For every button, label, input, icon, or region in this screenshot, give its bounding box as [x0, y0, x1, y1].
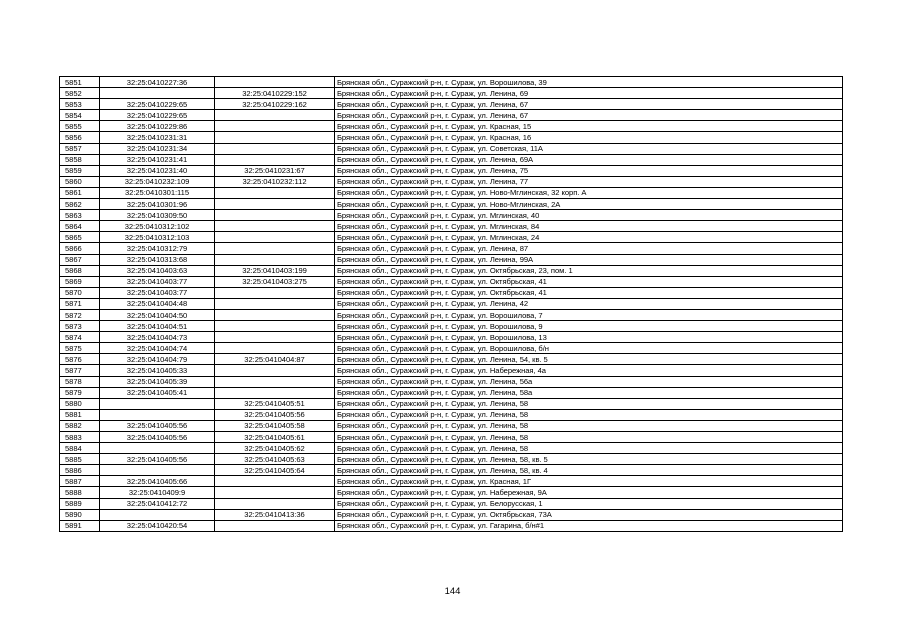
row-number-cell: 5863 — [60, 210, 100, 221]
row-number-cell: 5853 — [60, 99, 100, 110]
table-row — [60, 354, 843, 365]
address-cell: Брянская обл., Суражский р-н, г. Сураж, ул. Ленина, 87 — [335, 243, 843, 254]
cadastral-number-cell: 32:25:0410231:40 — [100, 165, 215, 176]
table-row — [60, 520, 843, 531]
parent-cadastral-number-cell — [215, 221, 335, 232]
table-row — [60, 476, 843, 487]
table-row — [60, 154, 843, 165]
address-cell: Брянская обл., Суражский р-н, г. Сураж, ул. Ленина, 56а — [335, 376, 843, 387]
address-cell: Брянская обл., Суражский р-н, г. Сураж, ул. Октябрьская, 41 — [335, 276, 843, 287]
cadastral-number-cell: 32:25:0410412:72 — [100, 498, 215, 509]
address-cell: Брянская обл., Суражский р-н, г. Сураж, ул. Советская, 11А — [335, 143, 843, 154]
cadastral-number-cell: 32:25:0410229:86 — [100, 121, 215, 132]
address-cell: Брянская обл., Суражский р-н, г. Сураж, ул. Ленина, 58 — [335, 443, 843, 454]
address-cell: Брянская обл., Суражский р-н, г. Сураж, ул. Мглинская, 40 — [335, 210, 843, 221]
address-cell: Брянская обл., Суражский р-н, г. Сураж, ул. Красная, 15 — [335, 121, 843, 132]
parent-cadastral-number-cell — [215, 309, 335, 320]
table-row — [60, 265, 843, 276]
table-row — [60, 110, 843, 121]
parent-cadastral-number-cell — [215, 187, 335, 198]
cadastral-number-cell: 32:25:0410404:73 — [100, 332, 215, 343]
address-cell: Брянская обл., Суражский р-н, г. Сураж, ул. Ленина, 69А — [335, 154, 843, 165]
address-cell: Брянская обл., Суражский р-н, г. Сураж, ул. Ворошилова, б/н — [335, 343, 843, 354]
row-number-cell: 5865 — [60, 232, 100, 243]
table-row — [60, 77, 843, 88]
row-number-cell: 5871 — [60, 298, 100, 309]
row-number-cell: 5856 — [60, 132, 100, 143]
row-number-cell: 5880 — [60, 398, 100, 409]
parent-cadastral-number-cell: 32:25:0410405:58 — [215, 420, 335, 431]
cadastral-number-cell: 32:25:0410231:34 — [100, 143, 215, 154]
table-row — [60, 398, 843, 409]
row-number-cell: 5867 — [60, 254, 100, 265]
table-row — [60, 143, 843, 154]
cadastral-number-cell: 32:25:0410409:9 — [100, 487, 215, 498]
parent-cadastral-number-cell — [215, 376, 335, 387]
table-row — [60, 487, 843, 498]
parent-cadastral-number-cell — [215, 476, 335, 487]
parent-cadastral-number-cell: 32:25:0410405:56 — [215, 409, 335, 420]
address-cell: Брянская обл., Суражский р-н, г. Сураж, ул. Октябрьская, 23, пом. 1 — [335, 265, 843, 276]
row-number-cell: 5888 — [60, 487, 100, 498]
parent-cadastral-number-cell: 32:25:0410405:61 — [215, 432, 335, 443]
parent-cadastral-number-cell — [215, 143, 335, 154]
cadastral-number-cell — [100, 443, 215, 454]
address-cell: Брянская обл., Суражский р-н, г. Сураж, ул. Ново-Мглинская, 32 корп. А — [335, 187, 843, 198]
cadastral-number-cell: 32:25:0410403:77 — [100, 287, 215, 298]
row-number-cell: 5862 — [60, 199, 100, 210]
address-cell: Брянская обл., Суражский р-н, г. Сураж, ул. Ленина, 99А — [335, 254, 843, 265]
cadastral-number-cell: 32:25:0410405:39 — [100, 376, 215, 387]
row-number-cell: 5855 — [60, 121, 100, 132]
table-row — [60, 321, 843, 332]
cadastral-number-cell: 32:25:0410312:79 — [100, 243, 215, 254]
row-number-cell: 5891 — [60, 520, 100, 531]
row-number-cell: 5857 — [60, 143, 100, 154]
row-number-cell: 5889 — [60, 498, 100, 509]
table-row — [60, 165, 843, 176]
address-cell: Брянская обл., Суражский р-н, г. Сураж, ул. Ленина, 67 — [335, 110, 843, 121]
row-number-cell: 5852 — [60, 88, 100, 99]
parent-cadastral-number-cell — [215, 365, 335, 376]
parent-cadastral-number-cell: 32:25:0410229:162 — [215, 99, 335, 110]
cadastral-number-cell: 32:25:0410405:41 — [100, 387, 215, 398]
table-row — [60, 509, 843, 520]
row-number-cell: 5877 — [60, 365, 100, 376]
cadastral-number-cell: 32:25:0410227:36 — [100, 77, 215, 88]
parent-cadastral-number-cell — [215, 387, 335, 398]
table-row — [60, 88, 843, 99]
row-number-cell: 5874 — [60, 332, 100, 343]
parent-cadastral-number-cell — [215, 199, 335, 210]
table-row — [60, 221, 843, 232]
row-number-cell: 5858 — [60, 154, 100, 165]
table-row — [60, 409, 843, 420]
row-number-cell: 5860 — [60, 176, 100, 187]
address-cell: Брянская обл., Суражский р-н, г. Сураж, ул. Ленина, 58, кв. 4 — [335, 465, 843, 476]
cadastral-number-cell: 32:25:0410405:66 — [100, 476, 215, 487]
table-body — [60, 77, 843, 532]
cadastral-number-cell — [100, 398, 215, 409]
address-cell: Брянская обл., Суражский р-н, г. Сураж, ул. Ленина, 58 — [335, 409, 843, 420]
address-cell: Брянская обл., Суражский р-н, г. Сураж, ул. Ворошилова, 7 — [335, 309, 843, 320]
address-cell: Брянская обл., Суражский р-н, г. Сураж, ул. Ленина, 77 — [335, 176, 843, 187]
address-cell: Брянская обл., Суражский р-н, г. Сураж, ул. Ленина, 58а — [335, 387, 843, 398]
cadastral-number-cell: 32:25:0410403:77 — [100, 276, 215, 287]
cadastral-number-cell: 32:25:0410404:79 — [100, 354, 215, 365]
parent-cadastral-number-cell — [215, 154, 335, 165]
parent-cadastral-number-cell — [215, 110, 335, 121]
row-number-cell: 5878 — [60, 376, 100, 387]
address-cell: Брянская обл., Суражский р-н, г. Сураж, ул. Белорусская, 1 — [335, 498, 843, 509]
table-row — [60, 276, 843, 287]
table-row — [60, 187, 843, 198]
cadastral-number-cell: 32:25:0410232:109 — [100, 176, 215, 187]
parent-cadastral-number-cell — [215, 321, 335, 332]
cadastral-number-cell — [100, 88, 215, 99]
table-row — [60, 420, 843, 431]
row-number-cell: 5866 — [60, 243, 100, 254]
table-row — [60, 432, 843, 443]
cadastral-number-cell: 32:25:0410301:115 — [100, 187, 215, 198]
address-cell: Брянская обл., Суражский р-н, г. Сураж, ул. Гагарина, б/н#1 — [335, 520, 843, 531]
address-cell: Брянская обл., Суражский р-н, г. Сураж, ул. Ворошилова, 9 — [335, 321, 843, 332]
address-cell: Брянская обл., Суражский р-н, г. Сураж, ул. Октябрьская, 41 — [335, 287, 843, 298]
row-number-cell: 5872 — [60, 309, 100, 320]
address-cell: Брянская обл., Суражский р-н, г. Сураж, ул. Ленина, 67 — [335, 99, 843, 110]
cadastral-number-cell: 32:25:0410420:54 — [100, 520, 215, 531]
row-number-cell: 5885 — [60, 454, 100, 465]
parent-cadastral-number-cell — [215, 77, 335, 88]
address-cell: Брянская обл., Суражский р-н, г. Сураж, ул. Ворошилова, 13 — [335, 332, 843, 343]
address-cell: Брянская обл., Суражский р-н, г. Сураж, ул. Ленина, 58 — [335, 420, 843, 431]
address-cell: Брянская обл., Суражский р-н, г. Сураж, ул. Ленина, 42 — [335, 298, 843, 309]
address-cell: Брянская обл., Суражский р-н, г. Сураж, ул. Ленина, 54, кв. 5 — [335, 354, 843, 365]
table-row — [60, 332, 843, 343]
row-number-cell: 5879 — [60, 387, 100, 398]
address-cell: Брянская обл., Суражский р-н, г. Сураж, ул. Красная, 16 — [335, 132, 843, 143]
cadastral-number-cell: 32:25:0410405:33 — [100, 365, 215, 376]
table-row — [60, 365, 843, 376]
parent-cadastral-number-cell: 32:25:0410405:64 — [215, 465, 335, 476]
row-number-cell: 5851 — [60, 77, 100, 88]
row-number-cell: 5887 — [60, 476, 100, 487]
registry-table — [59, 76, 843, 532]
address-cell: Брянская обл., Суражский р-н, г. Сураж, ул. Красная, 1Г — [335, 476, 843, 487]
table-row — [60, 121, 843, 132]
address-cell: Брянская обл., Суражский р-н, г. Сураж, ул. Ленина, 69 — [335, 88, 843, 99]
cadastral-number-cell: 32:25:0410405:56 — [100, 420, 215, 431]
table-row — [60, 243, 843, 254]
parent-cadastral-number-cell — [215, 487, 335, 498]
parent-cadastral-number-cell — [215, 298, 335, 309]
parent-cadastral-number-cell — [215, 332, 335, 343]
row-number-cell: 5861 — [60, 187, 100, 198]
cadastral-number-cell: 32:25:0410312:102 — [100, 221, 215, 232]
table-row — [60, 343, 843, 354]
table-row — [60, 99, 843, 110]
row-number-cell: 5864 — [60, 221, 100, 232]
table-row — [60, 454, 843, 465]
row-number-cell: 5854 — [60, 110, 100, 121]
parent-cadastral-number-cell: 32:25:0410403:199 — [215, 265, 335, 276]
table-row — [60, 376, 843, 387]
row-number-cell: 5875 — [60, 343, 100, 354]
address-cell: Брянская обл., Суражский р-н, г. Сураж, ул. Мглинская, 84 — [335, 221, 843, 232]
cadastral-number-cell: 32:25:0410229:65 — [100, 99, 215, 110]
address-cell: Брянская обл., Суражский р-н, г. Сураж, ул. Ленина, 58 — [335, 432, 843, 443]
table-row — [60, 132, 843, 143]
cadastral-number-cell — [100, 465, 215, 476]
cadastral-number-cell — [100, 409, 215, 420]
row-number-cell: 5890 — [60, 509, 100, 520]
row-number-cell: 5884 — [60, 443, 100, 454]
table-row — [60, 465, 843, 476]
cadastral-number-cell: 32:25:0410229:65 — [100, 110, 215, 121]
cadastral-number-cell: 32:25:0410404:50 — [100, 309, 215, 320]
row-number-cell: 5886 — [60, 465, 100, 476]
row-number-cell: 5869 — [60, 276, 100, 287]
parent-cadastral-number-cell — [215, 520, 335, 531]
cadastral-number-cell: 32:25:0410231:41 — [100, 154, 215, 165]
table-row — [60, 176, 843, 187]
address-cell: Брянская обл., Суражский р-н, г. Сураж, ул. Ленина, 75 — [335, 165, 843, 176]
row-number-cell: 5882 — [60, 420, 100, 431]
table-row — [60, 309, 843, 320]
table-row — [60, 298, 843, 309]
cadastral-number-cell: 32:25:0410404:48 — [100, 298, 215, 309]
table-row — [60, 199, 843, 210]
cadastral-number-cell: 32:25:0410301:96 — [100, 199, 215, 210]
cadastral-number-cell: 32:25:0410404:74 — [100, 343, 215, 354]
address-cell: Брянская обл., Суражский р-н, г. Сураж, ул. Ленина, 58 — [335, 398, 843, 409]
row-number-cell: 5873 — [60, 321, 100, 332]
address-cell: Брянская обл., Суражский р-н, г. Сураж, ул. Ворошилова, 39 — [335, 77, 843, 88]
parent-cadastral-number-cell: 32:25:0410403:275 — [215, 276, 335, 287]
row-number-cell: 5870 — [60, 287, 100, 298]
parent-cadastral-number-cell: 32:25:0410405:63 — [215, 454, 335, 465]
cadastral-number-cell: 32:25:0410405:56 — [100, 454, 215, 465]
table-row — [60, 498, 843, 509]
row-number-cell: 5881 — [60, 409, 100, 420]
table-row — [60, 232, 843, 243]
parent-cadastral-number-cell: 32:25:0410229:152 — [215, 88, 335, 99]
parent-cadastral-number-cell: 32:25:0410405:62 — [215, 443, 335, 454]
page-number: 144 — [444, 586, 461, 597]
table-row — [60, 287, 843, 298]
table-row — [60, 210, 843, 221]
table-row — [60, 254, 843, 265]
parent-cadastral-number-cell — [215, 232, 335, 243]
parent-cadastral-number-cell — [215, 121, 335, 132]
address-cell: Брянская обл., Суражский р-н, г. Сураж, ул. Ленина, 58, кв. 5 — [335, 454, 843, 465]
row-number-cell: 5859 — [60, 165, 100, 176]
table-row — [60, 387, 843, 398]
address-cell: Брянская обл., Суражский р-н, г. Сураж, ул. Ново-Мглинская, 2А — [335, 199, 843, 210]
parent-cadastral-number-cell: 32:25:0410231:67 — [215, 165, 335, 176]
parent-cadastral-number-cell — [215, 210, 335, 221]
cadastral-number-cell: 32:25:0410405:56 — [100, 432, 215, 443]
row-number-cell: 5883 — [60, 432, 100, 443]
parent-cadastral-number-cell — [215, 498, 335, 509]
row-number-cell: 5868 — [60, 265, 100, 276]
parent-cadastral-number-cell: 32:25:0410405:51 — [215, 398, 335, 409]
parent-cadastral-number-cell — [215, 132, 335, 143]
cadastral-number-cell: 32:25:0410231:31 — [100, 132, 215, 143]
cadastral-number-cell: 32:25:0410403:63 — [100, 265, 215, 276]
cadastral-number-cell: 32:25:0410312:103 — [100, 232, 215, 243]
address-cell: Брянская обл., Суражский р-н, г. Сураж, ул. Набережная, 4а — [335, 365, 843, 376]
row-number-cell: 5876 — [60, 354, 100, 365]
parent-cadastral-number-cell: 32:25:0410413:36 — [215, 509, 335, 520]
cadastral-number-cell: 32:25:0410313:68 — [100, 254, 215, 265]
parent-cadastral-number-cell: 32:25:0410232:112 — [215, 176, 335, 187]
parent-cadastral-number-cell — [215, 343, 335, 354]
cadastral-number-cell — [100, 509, 215, 520]
parent-cadastral-number-cell: 32:25:0410404:87 — [215, 354, 335, 365]
parent-cadastral-number-cell — [215, 243, 335, 254]
table-row — [60, 443, 843, 454]
address-cell: Брянская обл., Суражский р-н, г. Сураж, ул. Набережная, 9А — [335, 487, 843, 498]
parent-cadastral-number-cell — [215, 287, 335, 298]
parent-cadastral-number-cell — [215, 254, 335, 265]
address-cell: Брянская обл., Суражский р-н, г. Сураж, ул. Октябрьская, 73А — [335, 509, 843, 520]
cadastral-number-cell: 32:25:0410309:50 — [100, 210, 215, 221]
cadastral-number-cell: 32:25:0410404:51 — [100, 321, 215, 332]
address-cell: Брянская обл., Суражский р-н, г. Сураж, ул. Мглинская, 24 — [335, 232, 843, 243]
